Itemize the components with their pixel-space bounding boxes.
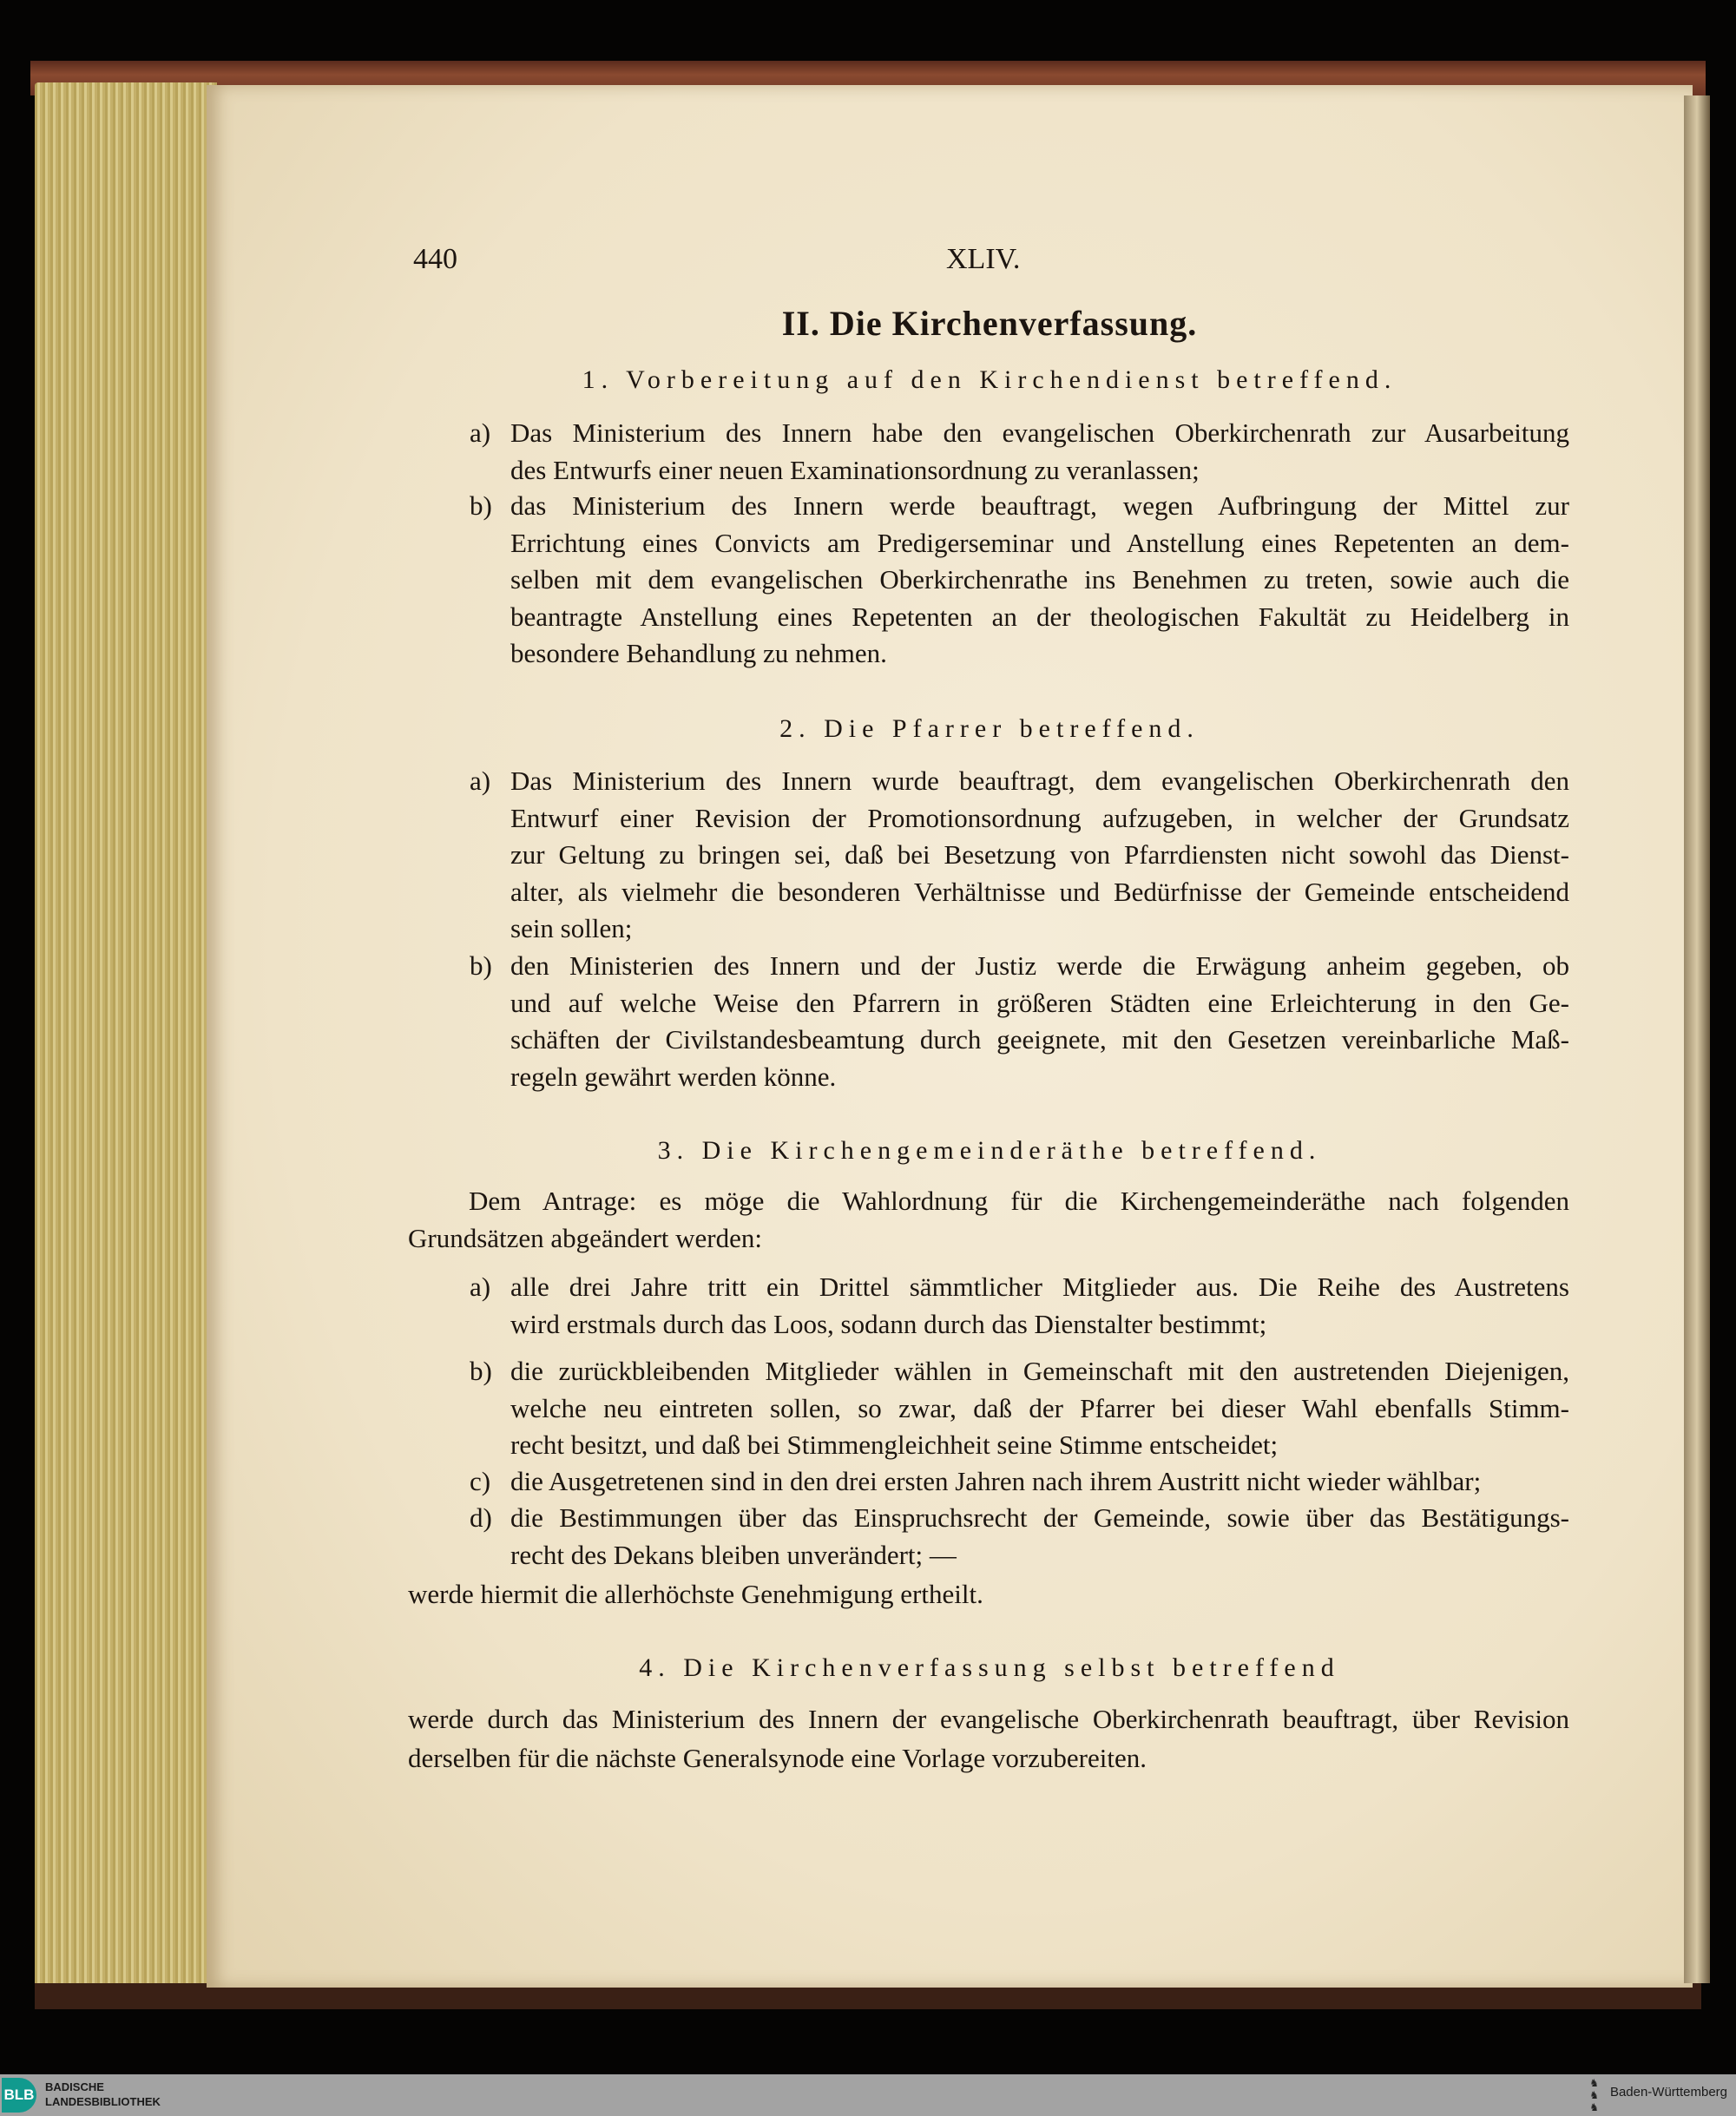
running-head: XLIV. <box>946 243 1021 275</box>
item-line: die zurückbleibenden Mitglieder wählen in Gemeinschaft mit den austretenden Diejenigen, <box>510 1356 1569 1386</box>
library-name-line1: BADISCHE <box>45 2080 104 2093</box>
page-edges <box>35 82 217 1992</box>
item-line: zur Geltung zu bringen sei, daß bei Besetzung von Pfarrdiensten nicht sowohl das Dienst- <box>510 839 1569 871</box>
item-label: a) <box>470 417 491 448</box>
chapter-title: II. Die Kirchenverfassung. <box>781 304 1198 343</box>
item-line: des Entwurfs einer neuen Examinationsordnung zu veranlassen; <box>510 454 1200 485</box>
item-label: c) <box>470 1466 491 1496</box>
item-label: b) <box>470 950 492 981</box>
item-line: besondere Behandlung zu nehmen. <box>510 638 887 669</box>
item-line: die Ausgetretenen sind in den drei ersten Jahren nach ihrem Austritt nicht wieder wählbar; <box>510 1466 1482 1496</box>
item-line: Errichtung eines Convicts am Predigerseminar und Anstellung eines Repetenten an dem- <box>510 527 1569 558</box>
section-heading: 4. Die Kirchenverfassung selbst betreffend <box>639 1653 1340 1682</box>
item-label: b) <box>470 490 492 521</box>
item-line: Das Ministerium des Innern habe den evangelischen Oberkirchenrath zur Ausarbeitung <box>510 417 1569 448</box>
item-line: recht des Dekans bleiben unverändert; — <box>510 1539 957 1570</box>
page-gutter <box>1684 95 1710 1983</box>
section-heading: 3. Die Kirchengemeinderäthe betreffend. <box>657 1136 1322 1165</box>
item-line: wird erstmals durch das Loos, sodann durch das Dienstalter bestimmt; <box>510 1308 1267 1339</box>
library-name[interactable] <box>45 2080 161 2109</box>
item-line: Entwurf einer Revision der Promotionsordnung aufzugeben, in welcher der Grundsatz <box>510 802 1569 833</box>
coat-of-arms-icon: ♞ ♞ ♞ <box>1589 2077 1599 2113</box>
item-line: sein sollen; <box>510 913 633 944</box>
state-name[interactable]: Baden-Württemberg <box>1609 2085 1727 2100</box>
blb-logo[interactable]: BLB <box>2 2078 36 2113</box>
item-line: das Ministerium des Innern werde beauftragt, wegen Aufbringung der Mittel zur <box>510 490 1569 521</box>
intro-line: Dem Antrage: es möge die Wahlordnung für die Kirchengemeinderäthe nach folgenden <box>469 1186 1569 1216</box>
intro-line: Grundsätzen abgeändert werden: <box>408 1222 762 1253</box>
library-name-line2: LANDESBIBLIOTHEK <box>45 2095 161 2108</box>
item-line: Das Ministerium des Innern wurde beauftragt, dem evangelischen Oberkirchenrath den <box>510 766 1569 796</box>
item-line: die Bestimmungen über das Einspruchsrecht der Gemeinde, sowie über das Bestätigungs- <box>510 1502 1569 1533</box>
item-line: alle drei Jahre tritt ein Drittel sämmtlicher Mitglieder aus. Die Reihe des Austretens <box>510 1272 1569 1302</box>
item-line: beantragte Anstellung eines Repetenten an der theologischen Fakultät zu Heidelberg in <box>510 601 1569 632</box>
outro-line: werde hiermit die allerhöchste Genehmigung ertheilt. <box>408 1579 983 1609</box>
item-line: welche neu eintreten sollen, so zwar, daß der Pfarrer bei dieser Wahl ebenfalls Stimm- <box>510 1392 1569 1423</box>
section-heading: 2. Die Pfarrer betreffend. <box>779 714 1200 743</box>
body-line: derselben für die nächste Generalsynode eine Vorlage vorzubereiten. <box>408 1743 1147 1773</box>
item-line: und auf welche Weise den Pfarrern in größeren Städten eine Erleichterung in den Ge- <box>510 987 1569 1018</box>
item-label: d) <box>470 1502 492 1533</box>
item-line: recht besitzt, und daß bei Stimmengleichheit seine Stimme entscheidet; <box>510 1429 1279 1461</box>
item-label: a) <box>470 1272 491 1302</box>
item-line: schäften der Civilstandesbeamtung durch geeignete, mit den Gesetzen vereinbarliche Maß- <box>510 1024 1569 1055</box>
page-number: 440 <box>413 243 457 275</box>
item-label: b) <box>470 1356 492 1386</box>
item-line: den Ministerien des Innern und der Justiz werde die Erwägung anheim gegeben, ob <box>510 950 1569 981</box>
section-heading: 1. Vorbereitung auf den Kirchendienst betreffend. <box>582 365 1397 394</box>
item-line: alter, als vielmehr die besonderen Verhältnisse und Bedürfnisse der Gemeinde entscheidend <box>510 876 1569 907</box>
body-line: werde durch das Ministerium des Innern der evangelische Oberkirchenrath beauftragt, über Revision <box>408 1704 1569 1734</box>
item-label: a) <box>470 766 491 796</box>
item-line: selben mit dem evangelischen Oberkirchenrathe ins Benehmen zu treten, sowie auch die <box>510 564 1569 595</box>
item-line: regeln gewährt werden könne. <box>510 1061 837 1092</box>
footer-bar <box>0 2074 1736 2116</box>
